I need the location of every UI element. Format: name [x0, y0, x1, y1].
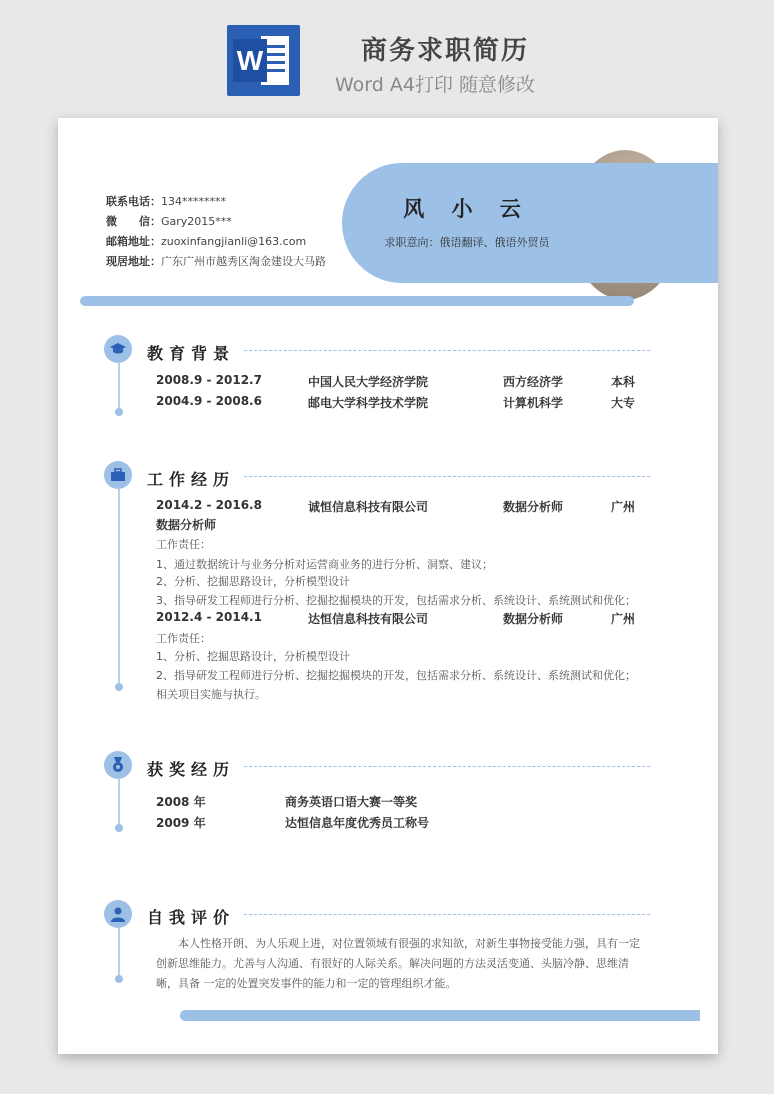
section-divider — [244, 766, 650, 767]
banner-subtitle: Word A4打印 随意修改 — [334, 74, 535, 96]
resume-page: 联系电话：134******** 微 信：Gary2015*** 邮箱地址：zuoxinfangjianli@163.com 现居地址：广东广州市越秀区淘金建设大马路 风 小 云 求职意向：俄语翻译、俄语外贸员 教育背景 2008.9 - 2012.7 中国人民大学经济学院 西方经济学 本科 2004.9 - 2008.6 邮电大学科学技术学院 计算机科学 大专 工作经历 2014.2 - 2016.8 诚恒信息科技有限公司 数据分析师 广州 数据分析师 工作责任： 1、通过数据统计与业务分析对运营商业务的进行分析、洞察、建议； 2、分析、挖掘思路设计，分析模型设计 3、指导研发工程师进行分析、挖掘挖掘模块的开发，包括需求分析、系统设计、系统测试和优化； 2012.4 - 2014.1 达恒信息科技有限公司 数据分析师 广州 工作责任： 1、分析、挖掘思路设计，分析模型设计 2、指导研发工程师进行分析、挖掘挖掘模块的开发，包括需求分析、系统设计、系统测试和优化； 相关项目实施与执行。 获奖经历 2008 年 商务英语口语大赛一等奖 2009 年 达恒信息年度优秀员工称号 自我评价 本人性格开朗、为人乐观上进，对位置领域有很强的求知欲，对新生事物接受能力强，具有一定创新思维能力。尤善与人沟通、有很好的人际关系。解决问题的方法灵活变通、头脑冷静、思维清晰，具备 一定的处置突发事件的能力和一定的管理组织才能。 — [58, 118, 718, 1054]
person-icon — [104, 900, 132, 928]
candidate-name: 风 小 云 — [403, 197, 531, 221]
self-eval-text: 本人性格开朗、为人乐观上进，对位置领域有很强的求知欲，对新生事物接受能力强，具有一定创新思维能力。尤善与人沟通、有很好的人际关系。解决问题的方法灵活变通、头脑冷静、思维清晰，具备 一定的处置突发事件的能力和一定的管理组织才能。 — [156, 937, 640, 990]
medal-icon — [104, 751, 132, 779]
banner-title: 商务求职简历 — [360, 36, 529, 66]
section-divider — [244, 350, 650, 351]
timeline-line — [118, 363, 120, 411]
timeline-dot — [115, 975, 123, 983]
timeline-line — [118, 779, 120, 827]
timeline-line — [118, 928, 120, 978]
timeline-dot — [115, 683, 123, 691]
top-banner — [0, 0, 774, 108]
footer-bar — [180, 1010, 700, 1021]
section-divider — [244, 914, 650, 915]
graduation-cap-icon — [104, 335, 132, 363]
name-banner — [342, 163, 718, 283]
timeline-dot — [115, 408, 123, 416]
self-eval-title: 自我评价 — [147, 908, 236, 927]
section-divider — [244, 476, 650, 477]
awards-title: 获奖经历 — [147, 760, 236, 779]
work-title: 工作经历 — [147, 470, 236, 489]
contact-info — [106, 192, 326, 272]
briefcase-icon — [104, 461, 132, 489]
contact-address: 现居地址：广东广州市越秀区淘金建设大马路 — [106, 255, 326, 268]
contact-email: 邮箱地址：zuoxinfangjianli@163.com — [106, 235, 307, 248]
timeline-line — [118, 489, 120, 685]
contact-phone: 联系电话：134******** — [106, 195, 226, 208]
job-intent: 求职意向：俄语翻译、俄语外贸员 — [384, 236, 550, 249]
education-title: 教育背景 — [147, 344, 236, 363]
timeline-dot — [115, 824, 123, 832]
contact-wechat: 微 信：Gary2015*** — [106, 215, 232, 228]
word-icon: W — [227, 25, 300, 96]
divider-bar — [80, 296, 634, 306]
